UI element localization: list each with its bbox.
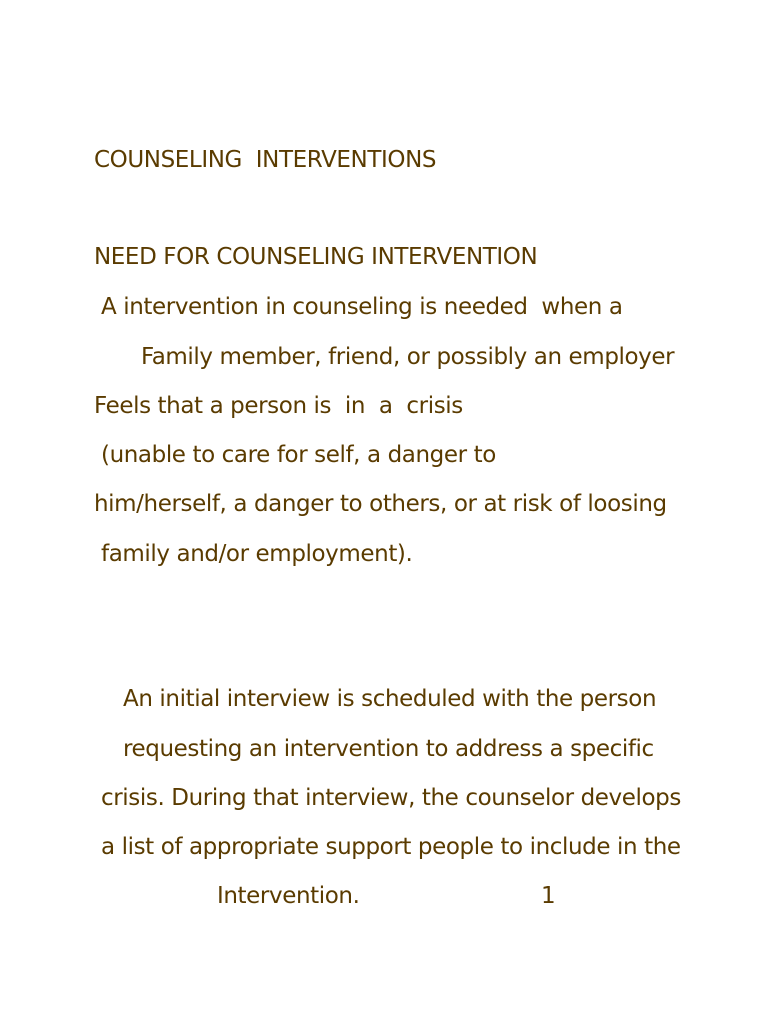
- paragraph-line: A intervention in counseling is needed when a: [101, 294, 623, 320]
- document-title: COUNSELING INTERVENTIONS: [94, 147, 437, 173]
- paragraph-line: Feels that a person is in a crisis: [94, 393, 463, 419]
- paragraph-line: a list of appropriate support people to include in the: [101, 834, 681, 860]
- paragraph-line: An initial interview is scheduled with the person: [123, 686, 657, 712]
- paragraph-line: family and/or employment).: [101, 541, 413, 567]
- paragraph-line: (unable to care for self, a danger to: [101, 442, 496, 468]
- paragraph-line: crisis. During that interview, the counselor develops: [101, 785, 681, 811]
- paragraph-line: him/herself, a danger to others, or at risk of loosing: [94, 491, 667, 517]
- paragraph-line: Family member, friend, or possibly an employer: [141, 344, 675, 370]
- paragraph-line: requesting an intervention to address a specific: [123, 736, 654, 762]
- page-number: 1: [541, 883, 556, 909]
- paragraph-line: Intervention.: [217, 883, 360, 909]
- section-heading: NEED FOR COUNSELING INTERVENTION: [94, 244, 538, 270]
